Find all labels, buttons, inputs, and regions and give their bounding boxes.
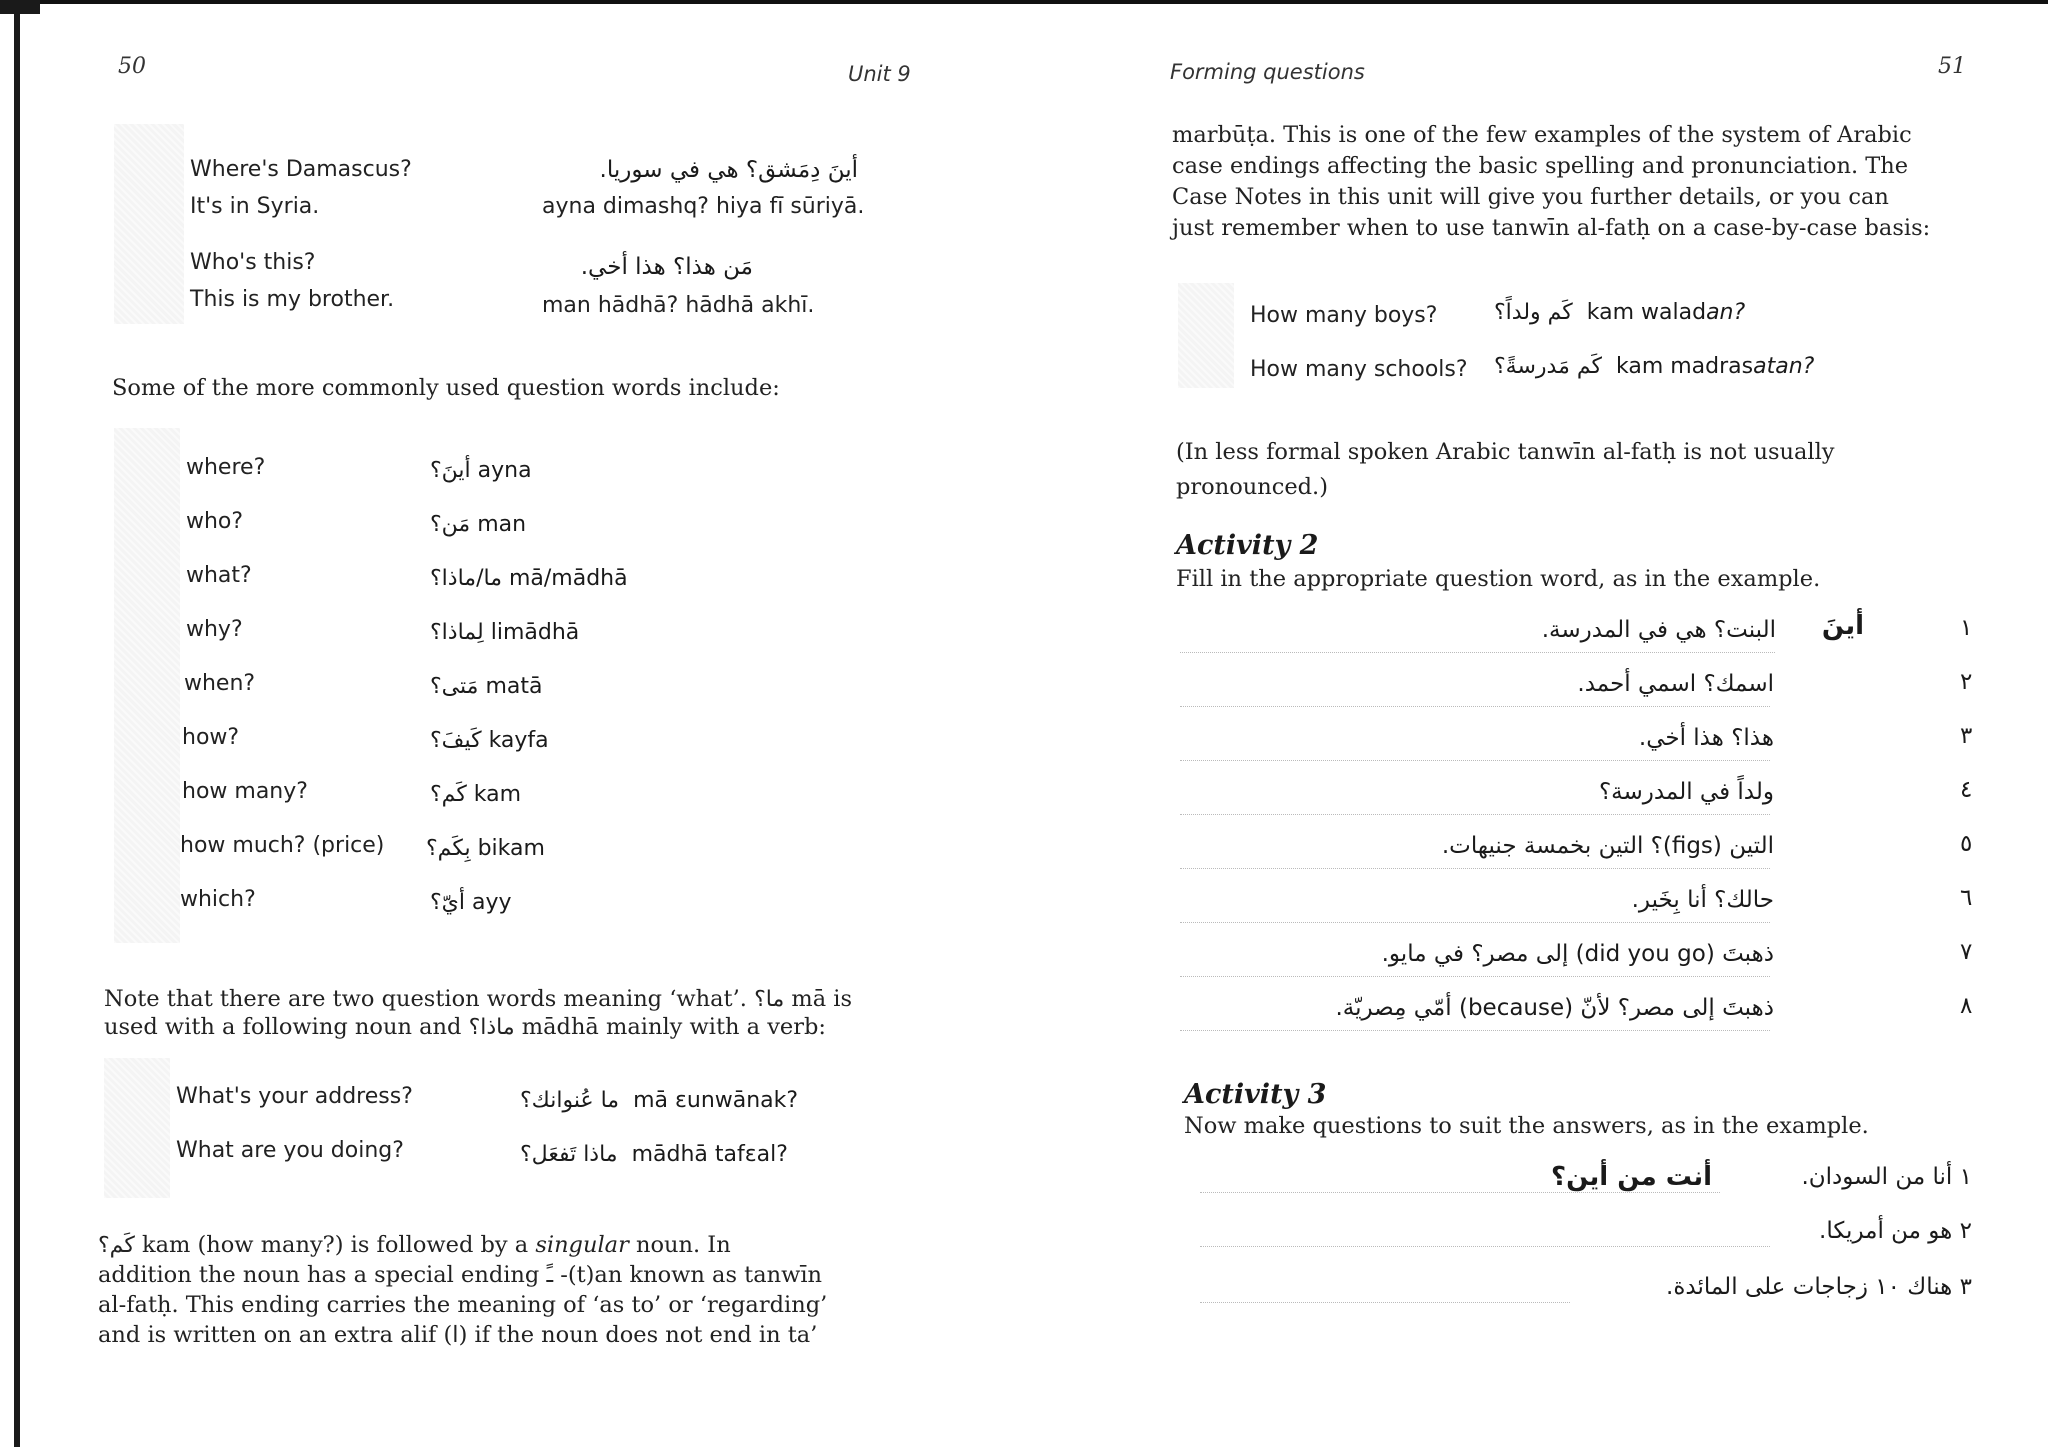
- answer-line: [1180, 760, 1770, 761]
- kam-example-translit-italic: atan?: [1753, 354, 1815, 379]
- qw-english: how many?: [182, 779, 308, 804]
- qw-entry: [430, 728, 549, 753]
- example-translit: ayna dimashq? hiya fī sūriyā.: [542, 194, 865, 219]
- qw-entry: [430, 890, 512, 915]
- page-number-left: 50: [118, 54, 146, 79]
- running-head-right: Forming questions: [1170, 60, 1365, 84]
- example-box-2-shade: [104, 1058, 170, 1198]
- example-box-1-shade: [114, 124, 184, 324]
- binding-corner: [0, 0, 40, 14]
- answer-line: [1180, 868, 1770, 869]
- question-words-intro: Some of the more commonly used question words include:: [112, 375, 780, 401]
- activity-2-item: ذهبتَ إلى مصر؟ لأنّ (because) أمّي مِصريّة.: [1335, 995, 1774, 1021]
- note-text: mā is: [784, 986, 853, 1012]
- qw-arabic: أيّ؟: [430, 890, 466, 915]
- activity-3-answer: هناك ١٠ زجاجات على المائدة.: [1666, 1274, 1953, 1300]
- example-entry: [520, 1088, 798, 1113]
- activity-3-number: ٢: [1959, 1218, 1972, 1244]
- example-translit: man hādhā? hādhā akhī.: [542, 293, 815, 318]
- qw-entry: [430, 620, 579, 645]
- activity-3-number: ١: [1959, 1164, 1972, 1190]
- activity-2-item: ولداً في المدرسة؟: [1598, 779, 1774, 805]
- answer-line: [1180, 652, 1775, 653]
- activity-2-title: Activity 2: [1176, 530, 1319, 561]
- qw-english: who?: [186, 509, 244, 534]
- note-text: used with a following noun and: [104, 1014, 469, 1040]
- activity-2-item: ذهبتَ (did you go) إلى مصر؟ في مايو.: [1381, 941, 1774, 967]
- qw-entry: [430, 458, 532, 483]
- kam-example-arabic: كَم ولداً؟: [1494, 300, 1573, 325]
- activity-3-number: ٣: [1959, 1274, 1972, 1300]
- activity-3-item: [1819, 1218, 1972, 1244]
- answer-line: [1200, 1192, 1720, 1193]
- qw-translit: ayna: [477, 458, 532, 483]
- kam-example-entry: [1494, 354, 1814, 379]
- qw-english: which?: [180, 887, 256, 912]
- question-words-shade: [114, 428, 180, 943]
- spoken-note-line-2: pronounced.): [1176, 474, 1328, 500]
- qw-entry: [430, 674, 542, 699]
- binding-left-edge: [14, 0, 20, 1447]
- kam-example-english: How many schools?: [1250, 357, 1468, 382]
- spoken-note-line-1: (In less formal spoken Arabic tanwīn al-fatḥ is not usually: [1176, 439, 1835, 465]
- qw-translit: ayy: [472, 890, 512, 915]
- kam-example-translit-italic: an?: [1706, 300, 1746, 325]
- example-arabic: ما عُنوانك؟: [520, 1088, 620, 1113]
- activity-2-number: ١: [1960, 615, 1973, 641]
- kam-para-line-1: [98, 1230, 731, 1261]
- activity-2-item: البنت؟ هي في المدرسة.: [1541, 617, 1776, 643]
- activity-2-number: ٧: [1960, 939, 1973, 965]
- qw-arabic: مَتى؟: [430, 674, 479, 699]
- qw-translit: man: [477, 512, 527, 537]
- example-arabic: أينَ دِمَشق؟ هي في سوريا.: [599, 157, 858, 183]
- activity-2-number: ٦: [1960, 885, 1973, 911]
- activity-2-number: ٨: [1960, 993, 1973, 1019]
- example-english: Where's Damascus?: [190, 157, 412, 182]
- qw-english: why?: [186, 617, 243, 642]
- qw-arabic: ما/ماذا؟: [430, 566, 502, 591]
- qw-translit: bikam: [477, 836, 545, 861]
- kam-text: noun. In: [628, 1232, 731, 1258]
- qw-entry: [426, 836, 545, 861]
- running-head-left: Unit 9: [848, 62, 911, 86]
- kam-arabic: كَم؟: [98, 1233, 135, 1258]
- note-arabic: ماذا؟: [468, 1015, 515, 1040]
- qw-english: how much? (price): [180, 833, 385, 858]
- answer-line: [1180, 1030, 1770, 1031]
- example-arabic: ماذا تَفعَل؟: [520, 1142, 618, 1167]
- qw-entry: [430, 566, 628, 591]
- qw-english: where?: [186, 455, 266, 480]
- para-line: case endings affecting the basic spelling and pronunciation. The: [1172, 153, 1909, 179]
- qw-arabic: لِماذا؟: [430, 620, 484, 645]
- activity-3-item: [1801, 1164, 1972, 1190]
- qw-entry: [430, 782, 521, 807]
- activity-2-instruction: Fill in the appropriate question word, as in the example.: [1176, 566, 1821, 592]
- qw-entry: [430, 512, 526, 537]
- kam-example-english: How many boys?: [1250, 303, 1438, 328]
- page-number-right: 51: [1938, 54, 1966, 79]
- note-text: mādhā mainly with a verb:: [514, 1014, 826, 1040]
- qw-translit: kam: [473, 782, 522, 807]
- qw-translit: kayfa: [488, 728, 549, 753]
- qw-english: when?: [184, 671, 256, 696]
- binding-top-edge: [0, 0, 2048, 4]
- kam-example-entry: [1494, 300, 1745, 325]
- activity-3-example-answer: أنت من أين؟: [1551, 1162, 1712, 1192]
- activity-2-number: ٥: [1960, 831, 1973, 857]
- qw-translit: mā/mādhā: [508, 566, 628, 591]
- activity-3-answer: أنا من السودان.: [1801, 1164, 1953, 1190]
- activity-2-example-answer: أينَ: [1821, 611, 1864, 641]
- kam-italic: singular: [535, 1232, 629, 1258]
- note-text: Note that there are two question words meaning ‘what’.: [104, 986, 755, 1012]
- kam-examples-shade: [1178, 283, 1234, 388]
- para-line: marbūṭa. This is one of the few examples of the system of Arabic: [1172, 122, 1912, 148]
- qw-arabic: مَن؟: [430, 512, 471, 537]
- qw-english: how?: [182, 725, 240, 750]
- qw-arabic: أينَ؟: [430, 458, 471, 483]
- kam-para-line-3: al-fatḥ. This ending carries the meaning of ‘as to’ or ‘regarding’: [98, 1292, 828, 1318]
- example-english: What's your address?: [176, 1084, 413, 1109]
- qw-arabic: كَم؟: [430, 782, 467, 807]
- answer-line: [1200, 1302, 1570, 1303]
- activity-3-title: Activity 3: [1184, 1079, 1327, 1110]
- activity-2-item: حالك؟ أنا بِخَير.: [1631, 887, 1774, 913]
- answer-line: [1180, 922, 1770, 923]
- activity-3-instruction: Now make questions to suit the answers, as in the example.: [1184, 1113, 1869, 1139]
- note-line-2: [104, 1012, 826, 1043]
- activity-3-item: [1666, 1274, 1972, 1300]
- activity-2-item: هذا؟ هذا أخي.: [1638, 725, 1774, 751]
- qw-arabic: كَيفَ؟: [430, 728, 482, 753]
- kam-example-arabic: كَم مَدرسةً؟: [1494, 354, 1602, 379]
- example-arabic: مَن هذا؟ هذا أخي.: [580, 254, 753, 280]
- example-english: It's in Syria.: [190, 194, 320, 219]
- answer-line: [1200, 1246, 1770, 1247]
- qw-arabic: بِكَم؟: [426, 836, 471, 861]
- answer-line: [1180, 706, 1770, 707]
- kam-example-translit: kam walad: [1586, 300, 1707, 325]
- example-entry: [520, 1142, 788, 1167]
- example-english: What are you doing?: [176, 1138, 404, 1163]
- example-translit: mā ɛunwānak?: [633, 1088, 799, 1113]
- example-english: This is my brother.: [190, 287, 395, 312]
- activity-2-number: ٣: [1960, 723, 1973, 749]
- activity-2-number: ٤: [1960, 777, 1973, 803]
- note-line-1: [104, 984, 852, 1015]
- qw-translit: matā: [485, 674, 543, 699]
- para-line: just remember when to use tanwīn al-fatḥ on a case-by-case basis:: [1172, 215, 1931, 241]
- activity-2-item: التين (figs)؟ التين بخمسة جنيهات.: [1441, 833, 1774, 859]
- kam-para-line-2: addition the noun has a special ending ـً -(t)an known as tanwīn: [98, 1262, 823, 1288]
- activity-2-number: ٢: [1960, 669, 1973, 695]
- example-english: Who's this?: [190, 250, 316, 275]
- kam-text: kam (how many?) is followed by a: [134, 1232, 536, 1258]
- activity-2-item: اسمك؟ اسمي أحمد.: [1577, 671, 1774, 697]
- kam-example-translit: kam madras: [1615, 354, 1754, 379]
- para-line: Case Notes in this unit will give you further details, or you can: [1172, 184, 1889, 210]
- kam-para-line-4: and is written on an extra alif (ا) if the noun does not end in ta’: [98, 1322, 818, 1348]
- qw-translit: limādhā: [490, 620, 580, 645]
- answer-line: [1180, 976, 1770, 977]
- activity-3-answer: هو من أمريكا.: [1819, 1218, 1953, 1244]
- example-translit: mādhā tafɛal?: [631, 1142, 788, 1167]
- note-arabic: ما؟: [754, 987, 785, 1012]
- qw-english: what?: [186, 563, 252, 588]
- answer-line: [1180, 814, 1770, 815]
